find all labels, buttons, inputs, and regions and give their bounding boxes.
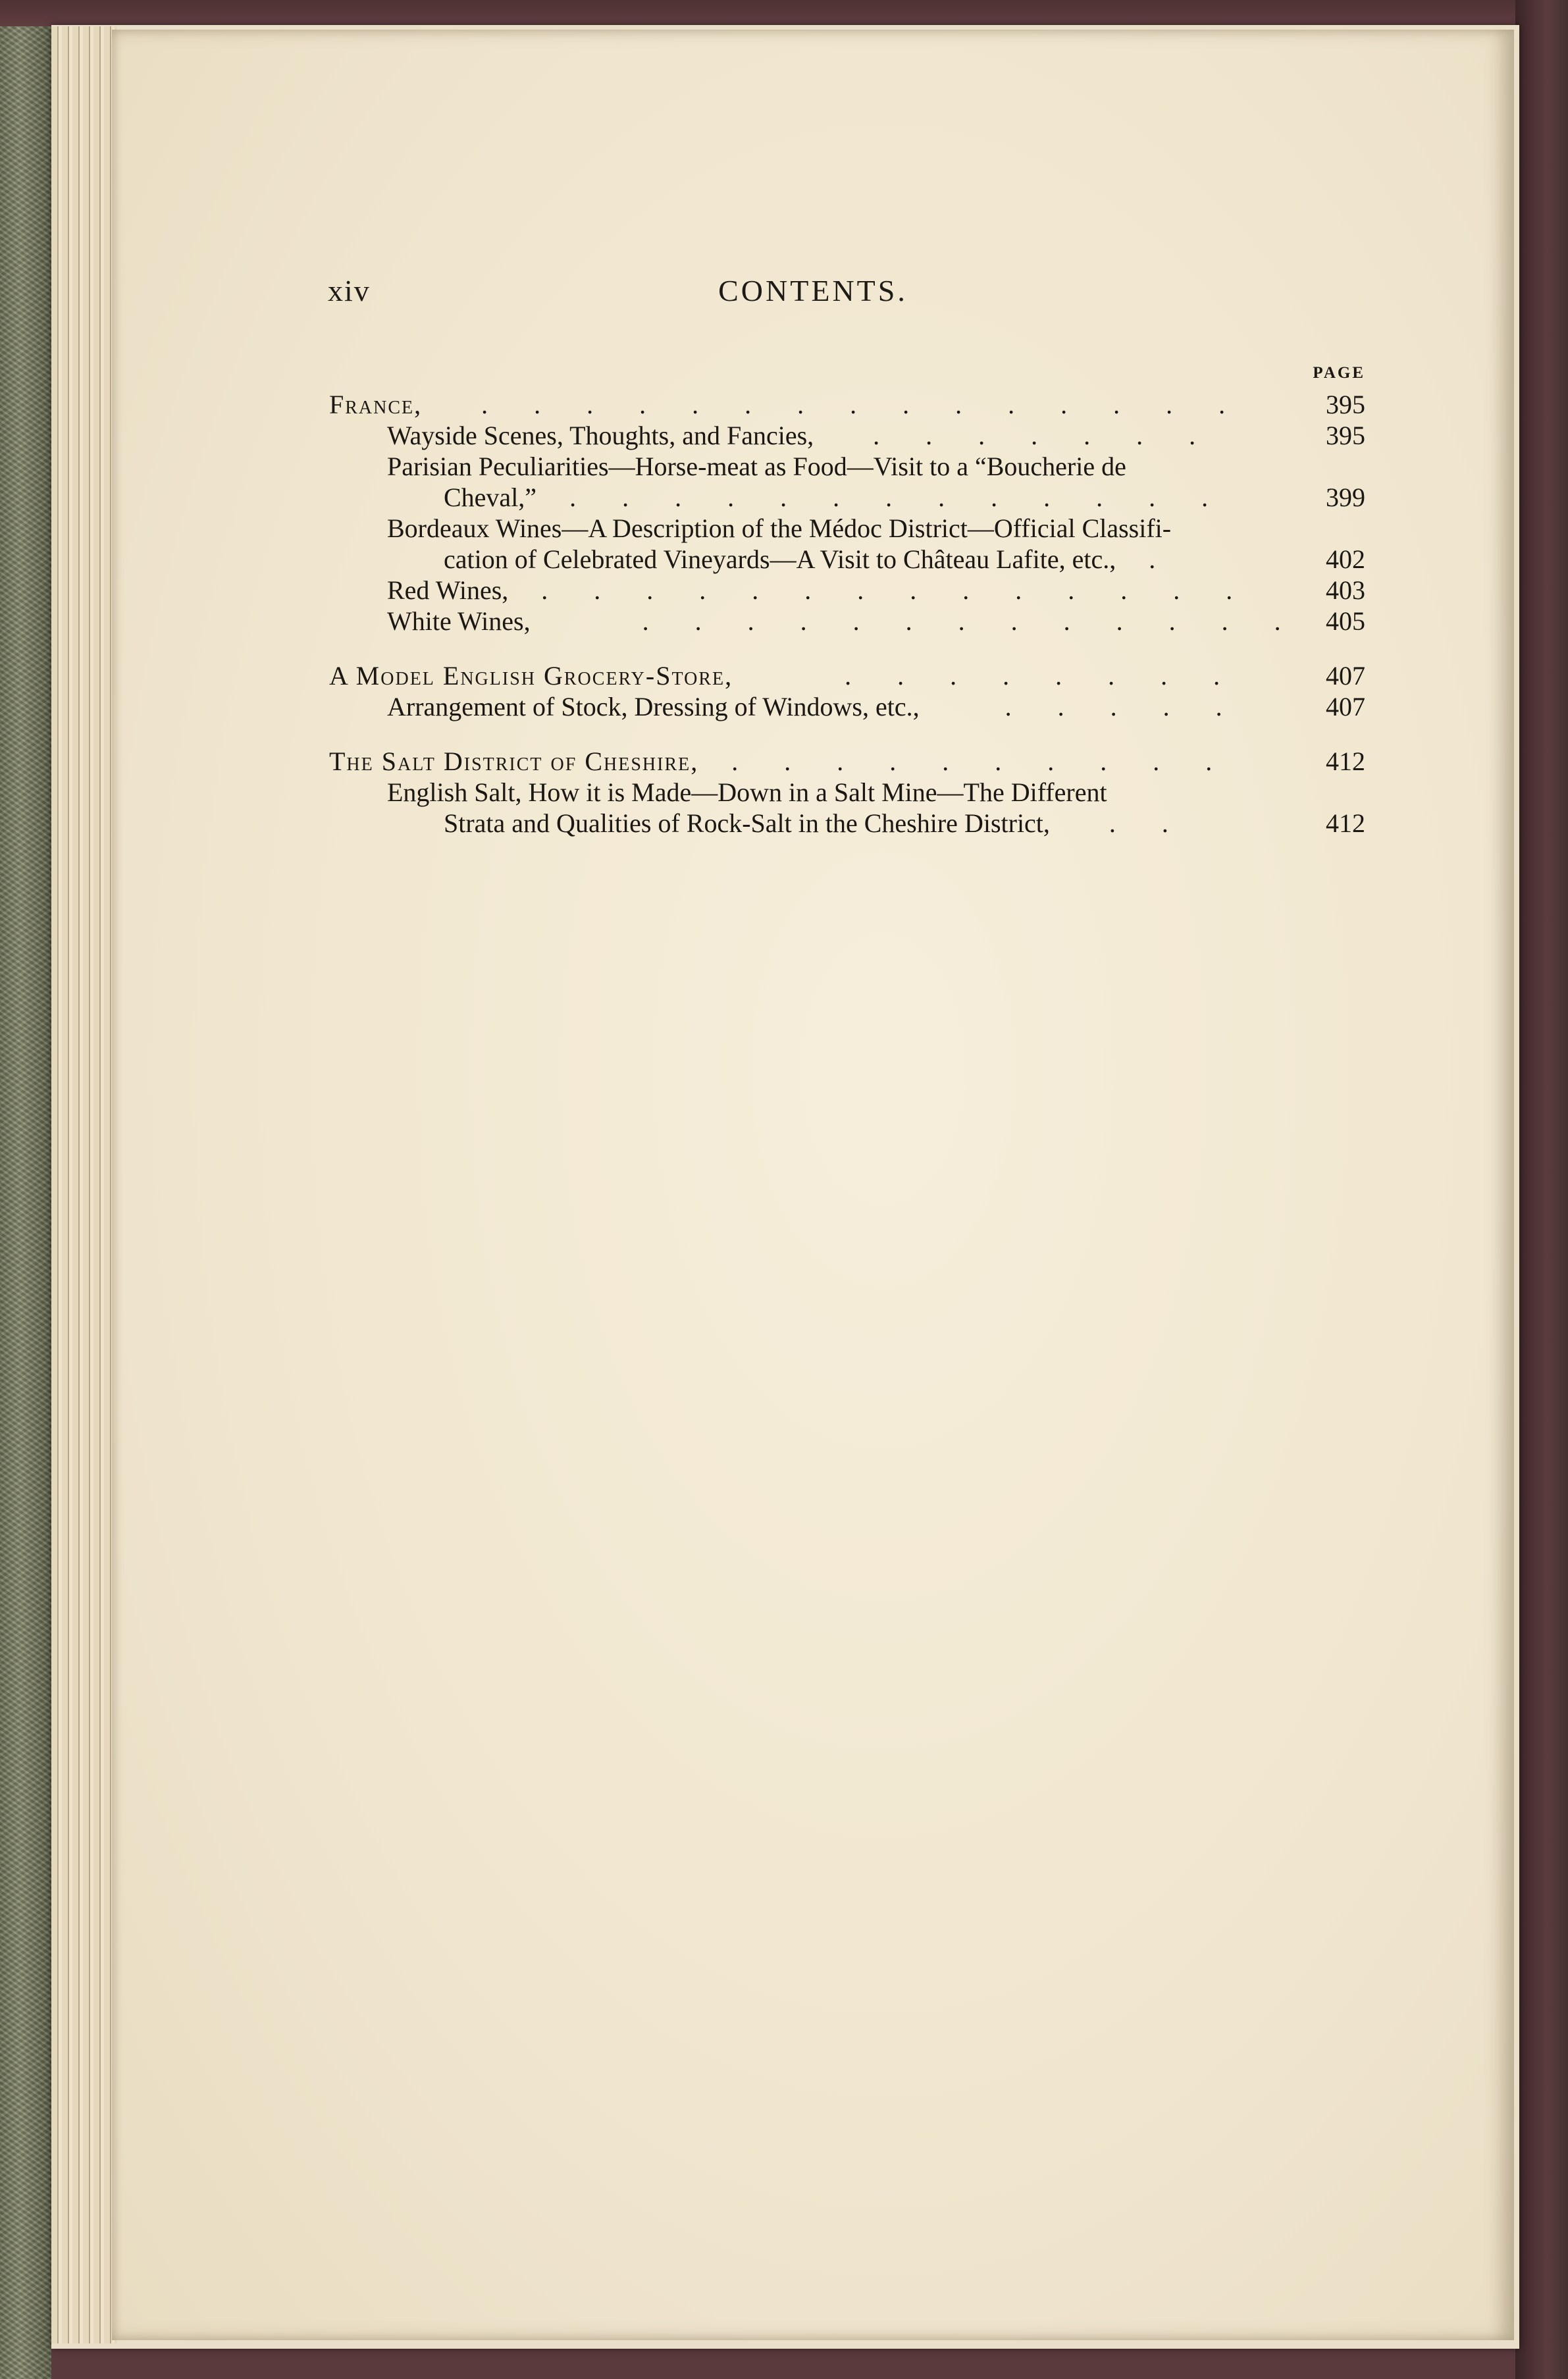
book-binding-edge (0, 26, 51, 2379)
toc-entry (329, 575, 1365, 606)
section-gap (329, 722, 1365, 746)
leader-dots: . . . . . . . . . . . . . . . (429, 390, 1245, 419)
toc-page-number: 407 (1326, 661, 1365, 691)
toc-entry-text: Bordeaux Wines—A Description of the Médoc District—Official Classifi- (387, 513, 1172, 543)
toc-page-number: 403 (1326, 575, 1365, 605)
leader-dots: . . . . . (926, 692, 1242, 721)
page-edges (51, 26, 117, 2343)
toc-entry-text: Wayside Scenes, Thoughts, and Fancies, (387, 421, 814, 450)
toc-entry-line2 (329, 482, 1365, 513)
toc-entry-line1 (329, 777, 1365, 808)
leader-dots: . . . . . . . . . . (705, 746, 1232, 776)
leader-dots: . . (1056, 808, 1188, 838)
toc-entry-text: Strata and Qualities of Rock-Salt in the Cheshire District, (444, 808, 1050, 838)
leader-dots: . . . . . . . . . . . . . (536, 606, 1301, 636)
toc-entry-text: Arrangement of Stock, Dressing of Windows, etc., (387, 692, 920, 721)
leader-dots: . . . . . . . . . . . . . (543, 483, 1228, 512)
toc-entry (329, 606, 1365, 637)
toc-page-number: 405 (1326, 606, 1365, 636)
leader-dots: . (1122, 544, 1176, 574)
toc-entry-line1 (329, 513, 1365, 544)
toc-heading-text: A Model English Grocery-Store, (329, 661, 733, 691)
toc-page-number: 395 (1326, 421, 1365, 450)
toc-entry-text: White Wines, (387, 606, 531, 636)
toc-entry (329, 420, 1365, 451)
section-gap (329, 637, 1365, 660)
leader-dots: . . . . . . . (820, 421, 1216, 450)
toc-page-number: 412 (1326, 808, 1365, 838)
page-column-label: PAGE (1313, 364, 1365, 382)
running-head-title: CONTENTS. (718, 274, 908, 307)
toc-page-number: 402 (1326, 544, 1365, 574)
page-header (112, 273, 1514, 313)
toc-page-number: 395 (1326, 390, 1365, 419)
leader-dots: . . . . . . . . (739, 661, 1240, 691)
toc-page-number: 399 (1326, 483, 1365, 512)
toc-heading-text: The Salt District of Cheshire, (329, 746, 699, 776)
toc-entry-line2 (329, 808, 1365, 839)
book-cover-right (1515, 0, 1568, 2379)
toc-page-number: 412 (1326, 746, 1365, 776)
toc-entry-text: Parisian Peculiarities—Horse-meat as Food—Visit to a “Boucherie de (387, 452, 1126, 481)
toc-heading-text: France, (329, 390, 423, 419)
toc-entry (329, 691, 1365, 722)
leader-dots: . . . . . . . . . . . . . . (515, 575, 1253, 605)
toc-entry-text: English Salt, How it is Made—Down in a Salt Mine—The Different (387, 777, 1107, 807)
toc-heading-france (329, 389, 1365, 420)
toc-heading-grocery-store (329, 660, 1365, 691)
page-number-folio: xiv (328, 274, 371, 307)
book-page (112, 30, 1514, 2340)
toc-entry-line2 (329, 544, 1365, 575)
toc-entry-text: Cheval,” (444, 483, 537, 512)
table-of-contents (329, 359, 1365, 839)
toc-entry-line1 (329, 451, 1365, 482)
toc-entry-text: cation of Celebrated Vineyards—A Visit to Château Lafite, etc., (444, 544, 1116, 574)
toc-heading-salt-district (329, 746, 1365, 777)
toc-entry-text: Red Wines, (387, 575, 509, 605)
toc-page-number: 407 (1326, 692, 1365, 721)
